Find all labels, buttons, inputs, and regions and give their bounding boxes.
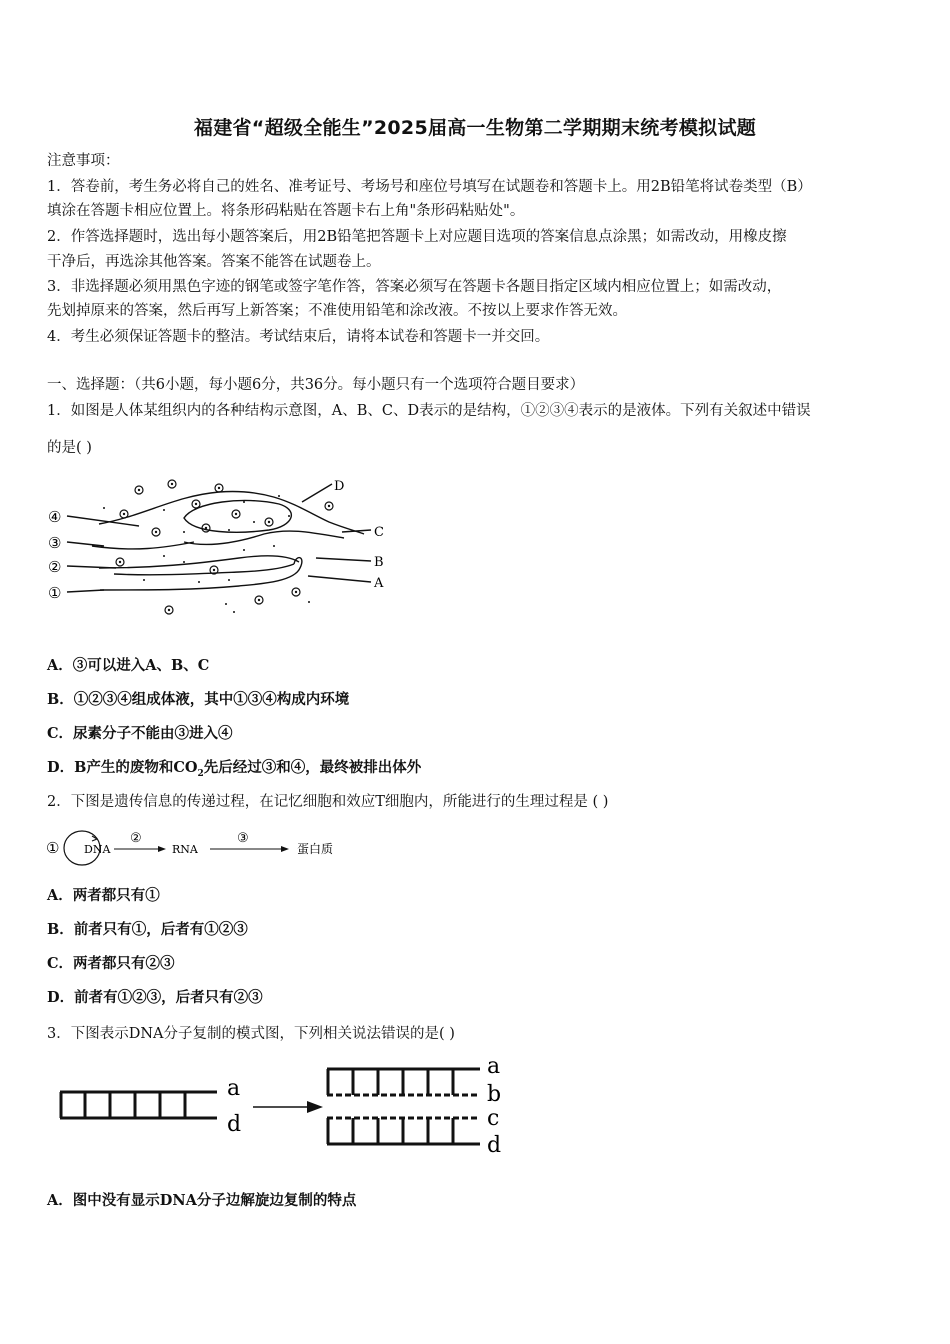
notice-line: 4．考生必须保证答题卡的整洁。考试结束后，请将本试卷和答题卡一并交回。 <box>47 329 550 345</box>
step-3-label: ③ <box>237 831 249 846</box>
label-1: ① <box>48 584 62 602</box>
dna-label: DNA <box>84 843 111 856</box>
q1-option-d-subscript: 2 <box>197 768 204 779</box>
q1-option-d <box>47 758 421 784</box>
strand-d-label: d <box>227 1112 242 1137</box>
notice-line: 3．非选择题必须用黑色字迹的钢笔或签字笔作答，答案必须写在答题卡各题目指定区域内相应位置上；如需改动， <box>47 279 782 295</box>
strand-b-label: b <box>487 1082 502 1107</box>
protein-label: 蛋白质 <box>297 842 334 856</box>
q1-option-b: B．①②③④组成体液，其中①③④构成内环境 <box>47 691 350 708</box>
q2-option-b: B．前者只有①，后者有①②③ <box>47 921 248 938</box>
tissue-structure-figure <box>44 472 394 620</box>
q3-stem: 3．下图表示DNA分子复制的模式图，下列相关说法错误的是( ) <box>47 1026 455 1042</box>
q3-option-a: A．图中没有显示DNA分子边解旋边复制的特点 <box>47 1192 357 1209</box>
q2-option-d: D．前者有①②③，后者只有②③ <box>47 989 263 1006</box>
rna-label: RNA <box>172 843 198 856</box>
strand-c-label: c <box>487 1106 500 1131</box>
notice-line: 先划掉原来的答案，然后再写上新答案；不准使用铅笔和涂改液。不按以上要求作答无效。 <box>47 303 627 319</box>
q1-option-d-text: D．B产生的废物和CO <box>47 759 198 776</box>
label-D: D <box>334 479 345 494</box>
label-C: C <box>374 525 384 540</box>
label-3: ③ <box>48 534 62 552</box>
dna-replication-figure <box>55 1055 515 1160</box>
notice-heading: 注意事项： <box>47 153 120 169</box>
notice-line: 1．答卷前，考生务必将自己的姓名、准考证号、考场号和座位号填写在试题卷和答题卡上。用2B铅笔将试卷类型（B） <box>47 179 812 195</box>
q1-option-d-text-end: 先后经过③和④，最终被排出体外 <box>203 759 422 776</box>
q2-option-c: C．两者都只有②③ <box>47 955 175 972</box>
strand-a-label: a <box>487 1055 501 1079</box>
q1-stem: 1．如图是人体某组织内的各种结构示意图，A、B、C、D表示的是结构，①②③④表示的是液体。下列有关叙述中错误 <box>47 403 811 419</box>
notice-line: 填涂在答题卡相应位置上。将条形码粘贴在答题卡右上角"条形码粘贴处"。 <box>47 203 525 219</box>
notice-line: 2．作答选择题时，选出每小题答案后，用2B铅笔把答题卡上对应题目选项的答案信息点涂黑；如需改动，用橡皮擦 <box>47 229 787 245</box>
q1-option-a: A．③可以进入A、B、C <box>47 657 210 674</box>
central-dogma-figure <box>44 826 354 868</box>
label-B: B <box>374 555 384 570</box>
q2-option-a: A．两者都只有① <box>47 887 160 904</box>
strand-a-label: a <box>227 1076 241 1101</box>
label-4: ④ <box>48 508 62 526</box>
label-2: ② <box>48 558 62 576</box>
strand-d-label: d <box>487 1133 502 1158</box>
step-1-label: ① <box>46 839 60 857</box>
step-2-label: ② <box>130 831 142 846</box>
page-title: 福建省“超级全能生”2025届高一生物第二学期期末统考模拟试题 <box>193 117 757 139</box>
label-A: A <box>374 576 384 591</box>
q1-option-c: C．尿素分子不能由③进入④ <box>47 725 233 742</box>
section-heading: 一、选择题：（共6小题，每小题6分，共36分。每小题只有一个选项符合题目要求） <box>47 377 585 393</box>
q1-stem-end: 的是( ) <box>47 440 92 456</box>
q2-stem: 2．下图是遗传信息的传递过程，在记忆细胞和效应T细胞内，所能进行的生理过程是 ( ) <box>47 794 609 810</box>
notice-line: 干净后，再选涂其他答案。答案不能答在试题卷上。 <box>47 254 381 270</box>
